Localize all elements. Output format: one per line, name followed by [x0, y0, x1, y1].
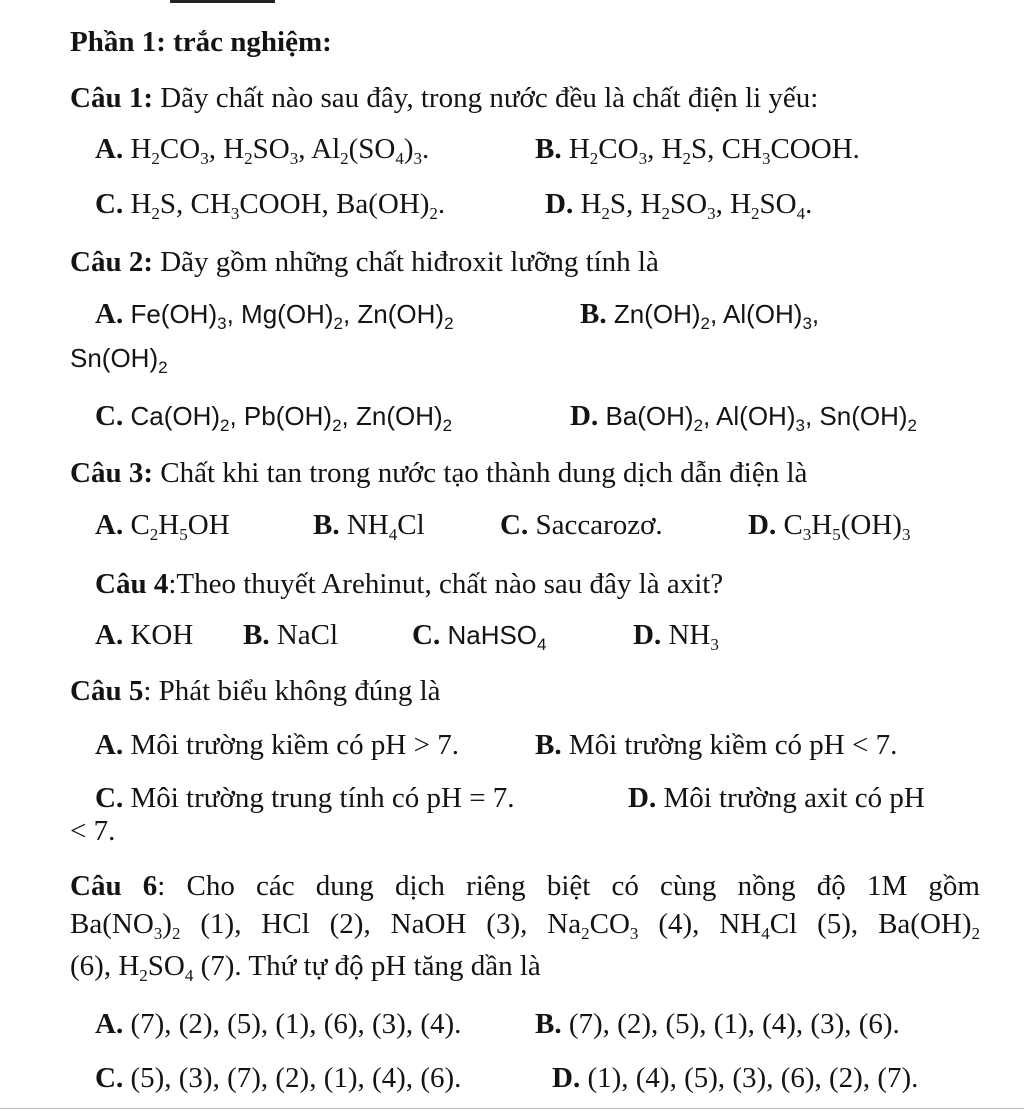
question-4: Câu 4:Theo thuyết Arehinut, chất nào sau đây là axit? [95, 568, 724, 600]
question-6-line-2: $Ba(NO_3)_2$ (1), HCl (2), NaOH (3), $Na_2CO_3$ (4), $NH_4Cl$ (5), $Ba(OH)_2$ [70, 908, 980, 943]
q1-option-c: C. $H_2S$, $CH_3COOH$, $Ba(OH)_2$. [95, 188, 446, 223]
q6-option-c: C. (5), (3), (7), (2), (1), (4), (6). [95, 1062, 462, 1094]
q5-option-c: C. Môi trường trung tính có pH = 7. [95, 782, 515, 814]
q3-option-c: C. Saccarozơ. [500, 509, 663, 541]
q4-option-d: D. $NH_3$ [633, 619, 719, 654]
q2-option-c: C. $Ca(OH)_2$, $Pb(OH)_2$, $Zn(OH)_2$ [95, 400, 453, 435]
q2-option-a: A. $Fe(OH)_3$, $Mg(OH)_2$, $Zn(OH)_2$ [95, 298, 454, 333]
q3-option-d: D. $C_3H_5(OH)_3$ [748, 509, 911, 544]
question-2: Câu 2: Dãy gồm những chất hiđroxit lưỡng tính là [70, 246, 659, 278]
q5-option-d: D. Môi trường axit có pH [628, 782, 925, 814]
q2-option-b: B. $Zn(OH)_2$, $Al(OH)_3$, [580, 298, 820, 333]
q6-option-b: B. (7), (2), (5), (1), (4), (3), (6). [535, 1008, 900, 1040]
q4-option-a: A. KOH [95, 619, 194, 651]
bottom-rule [0, 1108, 1024, 1109]
q1-option-b: B. $H_2CO_3$, $H_2S$, $CH_3COOH$. [535, 133, 860, 168]
top-rule [170, 0, 275, 3]
q1-option-a: A. $H_2CO_3$, $H_2SO_3$, $Al_2(SO_4)_3$. [95, 133, 430, 168]
question-6-line-3: (6), $H_2SO_4$ (7). Thứ tự độ pH tăng dần là [70, 950, 541, 985]
question-1: Câu 1: Dãy chất nào sau đây, trong nước đều là chất điện li yếu: [70, 82, 819, 114]
q6-option-d: D. (1), (4), (5), (3), (6), (2), (7). [552, 1062, 919, 1094]
page-title: Phần 1: trắc nghiệm: [70, 26, 332, 58]
question-6: Câu 6: Cho các dung dịch riêng biệt có cùng nồng độ 1M gồm [70, 870, 980, 902]
q3-option-a: A. $C_2H_5OH$ [95, 509, 230, 544]
q1-option-d: D. $H_2S$, $H_2SO_3$, $H_2SO_4$. [545, 188, 813, 223]
q6-option-a: A. (7), (2), (5), (1), (6), (3), (4). [95, 1008, 462, 1040]
q4-option-b: B. NaCl [243, 619, 339, 651]
q2-option-d: D. $Ba(OH)_2$, $Al(OH)_3$, $Sn(OH)_2$ [570, 400, 918, 435]
q3-option-b: B. $NH_4Cl$ [313, 509, 425, 544]
q2-option-b-continuation: $Sn(OH)_2$ [70, 343, 168, 377]
q5-option-d-continuation: < 7. [70, 815, 116, 847]
q5-option-b: B. Môi trường kiềm có pH < 7. [535, 729, 898, 761]
q4-option-c: C. NaHSO$_4$ [412, 619, 547, 654]
question-3: Câu 3: Chất khi tan trong nước tạo thành dung dịch dẫn điện là [70, 457, 808, 489]
q5-option-a: A. Môi trường kiềm có pH > 7. [95, 729, 459, 761]
question-5: Câu 5: Phát biểu không đúng là [70, 675, 441, 707]
